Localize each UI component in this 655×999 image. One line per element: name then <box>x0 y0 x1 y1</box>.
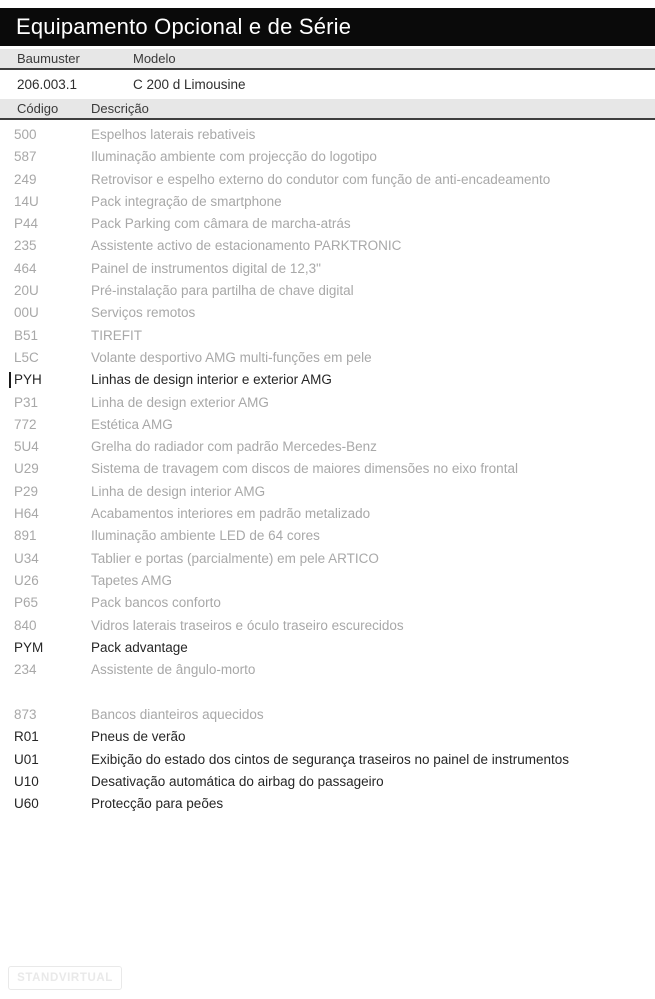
equipment-description: Estética AMG <box>91 416 173 432</box>
table-row <box>0 191 655 213</box>
equipment-description: Bancos dianteiros aquecidos <box>91 706 264 722</box>
equipment-code: U26 <box>14 572 39 588</box>
table-row <box>0 213 655 235</box>
equipment-table-body <box>0 124 655 815</box>
equipment-code: U01 <box>14 751 39 767</box>
equipment-description: Pack integração de smartphone <box>91 193 282 209</box>
table-row <box>0 481 655 503</box>
equipment-code: 587 <box>14 149 37 165</box>
table-row <box>0 726 655 748</box>
equipment-description: Pack bancos conforto <box>91 595 221 611</box>
table-row <box>0 325 655 347</box>
equipment-code: 00U <box>14 305 39 321</box>
table-row <box>0 414 655 436</box>
table-row <box>0 637 655 659</box>
standvirtual-watermark <box>8 966 122 990</box>
table-section-gap <box>0 681 655 704</box>
table-row <box>0 793 655 815</box>
document-title-bar <box>0 8 655 46</box>
equipment-code: P44 <box>14 216 39 232</box>
table-row <box>0 570 655 592</box>
equipment-description: Exibição do estado dos cintos de segurança traseiros no painel de instrumentos <box>91 751 570 767</box>
equipment-description: Painel de instrumentos digital de 12,3" <box>91 260 321 276</box>
table-row <box>0 436 655 458</box>
equipment-code: U29 <box>14 461 39 477</box>
equipment-description: Assistente activo de estacionamento PARKTRONIC <box>91 238 402 254</box>
table-row <box>0 146 655 168</box>
equipment-description: Grelha do radiador com padrão Mercedes-Benz <box>91 439 377 455</box>
equipment-code: 500 <box>14 127 37 142</box>
equipment-code: PYM <box>14 639 44 655</box>
equipment-code: 234 <box>14 662 37 678</box>
equipment-code: B51 <box>14 327 39 343</box>
equipment-description: Sistema de travagem com discos de maiores dimensões no eixo frontal <box>91 461 518 477</box>
table-row <box>0 392 655 414</box>
table-row <box>0 280 655 302</box>
equipment-description: Tapetes AMG <box>91 572 173 588</box>
equipment-code: U10 <box>14 773 39 789</box>
table-row <box>0 369 655 391</box>
table-row <box>0 169 655 191</box>
descricao-column-header: Descrição <box>91 101 149 116</box>
equipment-description: Pneus de verão <box>91 729 186 745</box>
equipment-code: 772 <box>14 416 37 432</box>
equipment-code: PYH <box>14 372 42 388</box>
equipment-code: P31 <box>14 394 39 410</box>
modelo-value: C 200 d Limousine <box>133 77 246 92</box>
page-title: Equipamento Opcional e de Série <box>16 14 352 39</box>
equipment-description: TIREFIT <box>91 327 142 343</box>
equipment-code: U34 <box>14 550 39 566</box>
equipment-description: Serviços remotos <box>91 305 196 321</box>
equipment-description: Linhas de design interior e exterior AMG <box>91 372 332 388</box>
equipment-code: 249 <box>14 171 37 187</box>
equipment-code: H64 <box>14 506 39 522</box>
equipment-description: Pré-instalação para partilha de chave digital <box>91 283 354 299</box>
equipment-code: 5U4 <box>14 439 39 455</box>
table-row <box>0 302 655 324</box>
equipment-description: Linha de design exterior AMG <box>91 394 269 410</box>
baumuster-column-header: Baumuster <box>17 51 80 66</box>
equipment-description: Linha de design interior AMG <box>91 483 266 499</box>
table-row <box>0 771 655 793</box>
table-row <box>0 749 655 771</box>
equipment-description: Pack Parking com câmara de marcha-atrás <box>91 216 351 232</box>
table-row <box>0 124 655 146</box>
equipment-code: 464 <box>14 260 37 276</box>
table-row <box>0 615 655 637</box>
table-row <box>0 548 655 570</box>
baumuster-value: 206.003.1 <box>17 77 78 92</box>
table-row <box>0 347 655 369</box>
equipment-description: Desativação automática do airbag do passageiro <box>91 773 384 789</box>
equipment-description: Vidros laterais traseiros e óculo traseiro escurecidos <box>91 617 404 633</box>
table-row <box>0 659 655 681</box>
table-row <box>0 525 655 547</box>
equipment-code: U60 <box>14 796 39 812</box>
equipment-description: Iluminação ambiente com projecção do logotipo <box>91 149 377 165</box>
equipment-description: Protecção para peões <box>91 796 224 812</box>
text-cursor <box>9 372 11 388</box>
model-table-header <box>0 49 655 70</box>
modelo-column-header: Modelo <box>133 51 176 66</box>
equipment-description: Iluminação ambiente LED de 64 cores <box>91 528 320 544</box>
equipment-description: Assistente de ângulo-morto <box>91 662 256 678</box>
model-table-row <box>0 72 655 98</box>
table-row <box>0 503 655 525</box>
table-row <box>0 704 655 726</box>
equipment-description: Acabamentos interiores em padrão metalizado <box>91 506 371 522</box>
equipment-code: P65 <box>14 595 39 611</box>
equipment-code: 873 <box>14 706 37 722</box>
equipment-code: L5C <box>14 349 39 365</box>
equipment-code: 891 <box>14 528 37 544</box>
equipment-description: Pack advantage <box>91 639 188 655</box>
equipment-code: 235 <box>14 238 37 254</box>
codigo-column-header: Código <box>17 101 59 116</box>
table-row <box>0 592 655 614</box>
watermark-text: STANDVIRTUAL <box>17 972 113 984</box>
equipment-code: 20U <box>14 283 39 299</box>
equipment-description: Retrovisor e espelho externo do condutor com função de anti-encadeamento <box>91 171 551 187</box>
equipment-description: Espelhos laterais rebativeis <box>91 127 256 142</box>
equipment-code: 840 <box>14 617 37 633</box>
equipment-description: Tablier e portas (parcialmente) em pele ARTICO <box>91 550 379 566</box>
equipment-description: Volante desportivo AMG multi-funções em pele <box>91 349 372 365</box>
table-row <box>0 258 655 280</box>
table-row <box>0 235 655 257</box>
equipment-code: P29 <box>14 483 39 499</box>
equipment-code: R01 <box>14 729 39 745</box>
table-row <box>0 458 655 480</box>
equipment-table-header <box>0 99 655 120</box>
equipment-code: 14U <box>14 193 39 209</box>
